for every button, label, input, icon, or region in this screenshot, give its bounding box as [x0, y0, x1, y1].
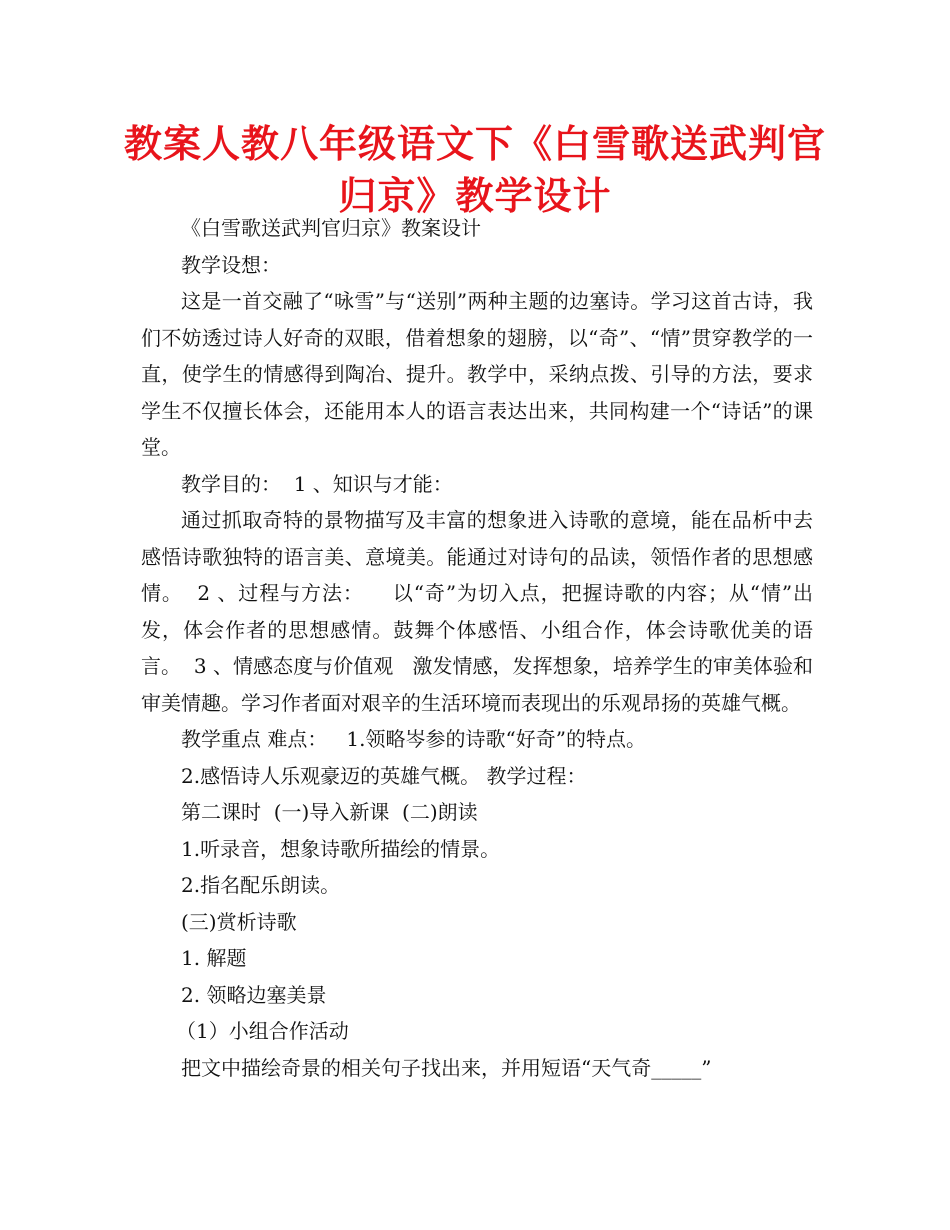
heading-teaching-idea: 教学设想：: [181, 252, 281, 277]
paragraph-appreciate: (三)赏析诗歌: [181, 909, 297, 934]
title-line-2: 归京》教学设计: [338, 174, 612, 218]
title-line-1: 教案人教八年级语文下《白雪歌送武判官: [123, 122, 826, 166]
paragraph-group-activity: （1）小组合作活动: [176, 1019, 349, 1043]
paragraph-teaching-idea: 这是一首交融了“咏雪”与“送别”两种主题的边塞诗。学习这首古诗，我们不妨透过诗人好奇的双眼，借着想象的翅膀，以“奇”、“情”贯穿教学的一直，使学生的情感得到陶冶、提升。教学中，采纳点拨、引导的方法，要求学生不仅擅长体会，还能用本人的语言表达出来，共同构建一个“诗话”的课堂。: [141, 289, 813, 459]
subtitle-paragraph: 《白雪歌送武判官归京》教案设计: [181, 216, 481, 240]
paragraph-frontier-scenery: 2. 领略边塞美景: [181, 982, 327, 1007]
paragraph-key-points: 教学重点 难点： 1.领略岑参的诗歌“好奇”的特点。: [181, 727, 646, 751]
document-body: [141, 210, 813, 1086]
document-title: [100, 118, 850, 222]
paragraph-teaching-goals: 通过抓取奇特的景物描写及丰富的想象进入诗歌的意境，能在品析中去感悟诗歌独特的语言美、意境美。能通过对诗句的品读，领悟作者的思想感情。 2 、过程与方法： 以“奇”为切入点，把握诗歌的内容；从“情”出发，体会作者的思想感情。鼓舞个体感悟、小组合作，体会诗歌优美的语言。 3 、情感态度与价值观 激发情感，发挥想象，培养学生的审美体验和审美情趣。学习作者面对艰辛的生活环境而表现出的乐观昂扬的英雄气概。: [141, 508, 813, 715]
paragraph-step-read: 2.指名配乐朗读。: [181, 873, 341, 897]
paragraph-task: 把文中描绘奇景的相关句子找出来，并用短语“天气奇_____”: [181, 1055, 712, 1080]
paragraph-key-points-2: 2.感悟诗人乐观豪迈的英雄气概。 教学过程：: [181, 763, 587, 788]
paragraph-step-listen: 1.听录音，想象诗歌所描绘的情景。: [181, 836, 501, 861]
heading-teaching-goals: 教学目的： 1 、知识与才能：: [181, 471, 453, 496]
paragraph-lesson-steps: 第二课时 (一)导入新课 (二)朗读: [181, 800, 478, 824]
paragraph-title-explain: 1. 解题: [181, 946, 247, 970]
